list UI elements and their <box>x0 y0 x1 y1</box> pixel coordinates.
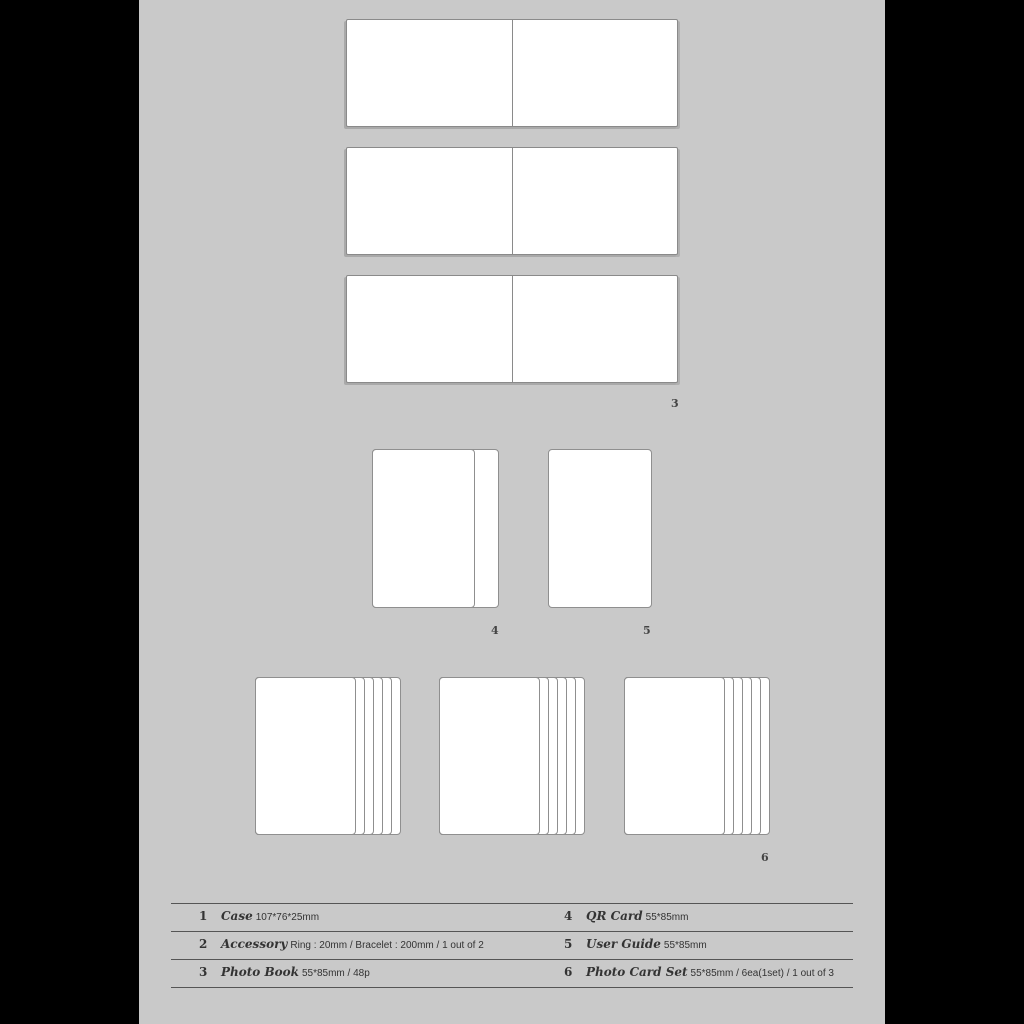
spec-detail: 107*76*25mm <box>255 912 320 923</box>
spec-title: Photo Book <box>221 965 299 979</box>
spec-number: 4 <box>564 909 573 923</box>
book-spine <box>512 148 513 254</box>
spec-item-qr-card <box>564 909 688 923</box>
photo-card-illustration <box>624 677 725 835</box>
divider-line <box>171 987 853 988</box>
spec-number: 1 <box>199 909 208 923</box>
spec-title: Accessory <box>221 937 288 951</box>
photo-book-illustration <box>346 19 678 127</box>
spec-item-photo-card-set <box>564 965 834 979</box>
spec-number: 3 <box>199 965 208 979</box>
divider-line <box>171 931 853 932</box>
qr-card-illustration <box>372 449 475 608</box>
photo-book-illustration <box>346 147 678 255</box>
user-guide-illustration <box>548 449 652 608</box>
divider-line <box>171 959 853 960</box>
spec-detail: 55*85mm <box>645 912 689 923</box>
divider-line <box>171 903 853 904</box>
spec-item-accessory <box>199 937 484 951</box>
spec-number: 2 <box>199 937 208 951</box>
spec-title: User Guide <box>586 937 661 951</box>
spec-title: Photo Card Set <box>586 965 688 979</box>
spec-item-user-guide <box>564 937 707 951</box>
item-number-3: 3 <box>671 397 679 410</box>
book-spine <box>512 276 513 382</box>
spec-title: Case <box>221 909 253 923</box>
photo-book-illustration <box>346 275 678 383</box>
spec-item-photo-book <box>199 965 370 979</box>
item-number-6: 6 <box>761 851 769 864</box>
product-sheet <box>139 0 885 1024</box>
item-number-4: 4 <box>491 624 499 637</box>
spec-item-case <box>199 909 319 923</box>
photo-card-illustration <box>255 677 356 835</box>
book-spine <box>512 20 513 126</box>
spec-number: 5 <box>564 937 573 951</box>
spec-detail: 55*85mm <box>663 940 707 951</box>
photo-card-illustration <box>439 677 540 835</box>
spec-detail: 55*85mm / 48p <box>301 968 370 979</box>
spec-number: 6 <box>564 965 573 979</box>
spec-title: QR Card <box>586 909 643 923</box>
spec-detail: Ring : 20mm / Bracelet : 200mm / 1 out of 2 <box>290 940 484 951</box>
item-number-5: 5 <box>643 624 651 637</box>
spec-detail: 55*85mm / 6ea(1set) / 1 out of 3 <box>690 968 834 979</box>
